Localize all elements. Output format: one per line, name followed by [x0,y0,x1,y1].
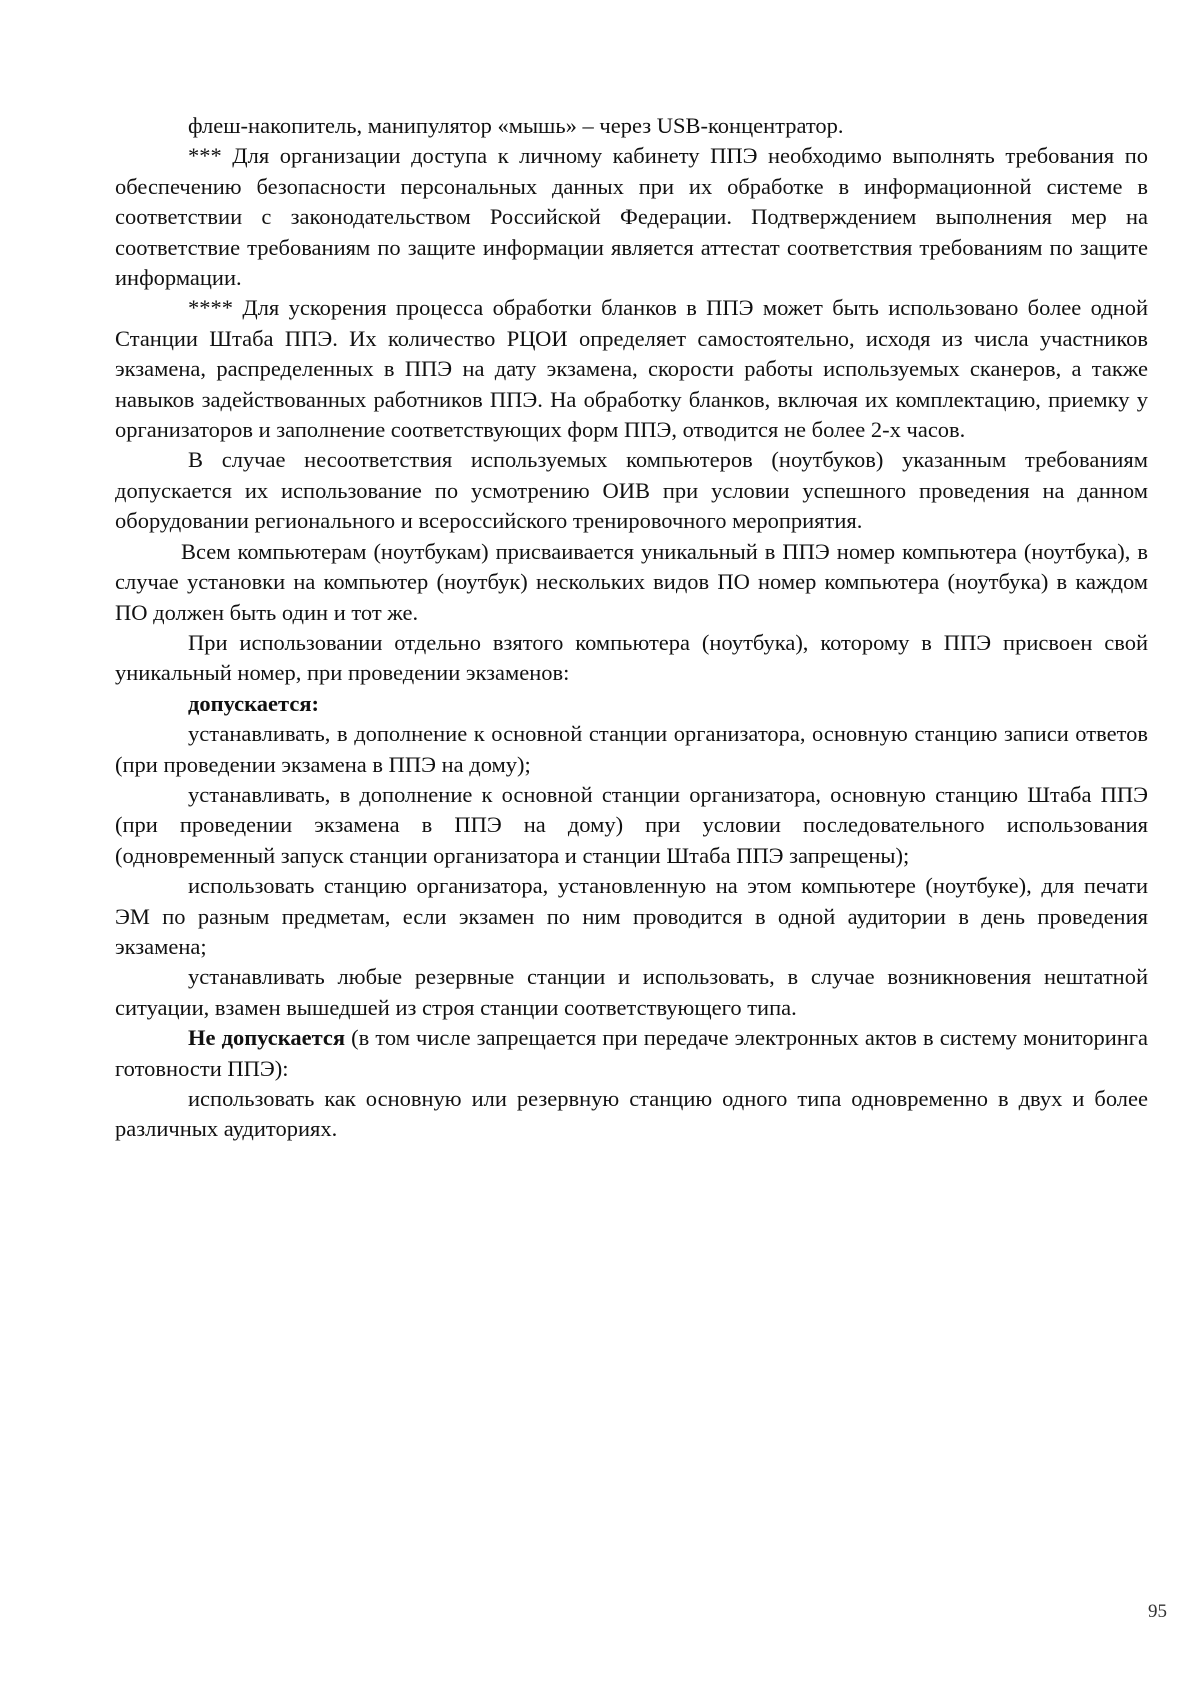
allowed-heading [115,689,1148,719]
allowed-item-hq-station: устанавливать, в дополнение к основной станции организатора, основную станцию Штаба ППЭ (при проведении экзамена в ППЭ на дому) при условии последовательного использования (одновременный запуск станции организатора и станции Штаба ППЭ запрещены); [115,781,1148,868]
allowed-item-printing-em: использовать станцию организатора, установленную на этом компьютере (ноутбуке), для печати ЭМ по разным предметам, если экзамен по ним проводится в одной аудитории в день проведения экзамена; [115,873,1148,959]
paragraph-hq-station-processing: **** Для ускорения процесса обработки бланков в ППЭ может быть использовано более одной Станции Штаба ППЭ. Их количество РЦОИ определяет самостоятельно, исходя из числа участников экзамена, распределенных в ППЭ на дату экзамена, скорости работы используемых сканеров, а также навыков задействованных работников ППЭ. На обработку бланков, включая их комплектацию, приемку у организаторов и заполнение соответствующих форм ППЭ, отводится не более 2-х часов. [115,295,1148,443]
allowed-item-reserve-stations: устанавливать любые резервные станции и использовать, в случае возникновения нештатной ситуации, взамен вышедшей из строя станции соответствующего типа. [115,964,1148,1020]
document-body [115,111,1148,1145]
paragraph-unique-computer-number: Всем компьютерам (ноутбукам) присваивается уникальный в ППЭ номер компьютера (ноутбука), в случае установки на компьютер (ноутбук) нескольких видов ПО номер компьютера (ноутбука) в каждом ПО должен быть один и тот же. [115,538,1148,625]
paragraph-usb-hub: флеш-накопитель, манипулятор «мышь» – через USB-концентратор. [188,113,844,138]
paragraph-personal-cabinet-security: *** Для организации доступа к личному кабинету ППЭ необходимо выполнять требования по обеспечению безопасности персональных данных при их обработке в информационной системе в соответствии с законодательством Российской Федерации. Подтверждением выполнения мер на соответствие требованиям по защите информации является аттестат соответствия требованиям по защите информации. [115,143,1148,291]
not-allowed-paragraph [115,1023,1148,1084]
page-number: 95 [1148,1601,1167,1622]
paragraph-separate-computer-usage: При использовании отдельно взятого компьютера (ноутбука), которому в ППЭ присвоен свой уникальный номер, при проведении экзаменов: [115,629,1148,686]
allowed-item-answer-recording-station: устанавливать, в дополнение к основной станции организатора, основную станцию записи ответов (при проведении экзамена в ППЭ на дому); [115,721,1148,777]
not-allowed-item-multiple-rooms: использовать как основную или резервную станцию одного типа одновременно в двух и более различных аудиториях. [115,1086,1148,1142]
allowed-heading-text: допускается: [188,690,319,716]
paragraph-nonconforming-computers: В случае несоответствия используемых компьютеров (ноутбуков) указанным требованиям допускается их использование по усмотрению ОИВ при условии успешного проведения на данном оборудовании регионального и всероссийского тренировочного мероприятия. [115,447,1148,534]
not-allowed-heading-text: Не допускается [188,1025,346,1051]
not-allowed-explanation: (в том числе запрещается при передаче электронных актов в систему мониторинга готовности ППЭ): [115,1025,1149,1081]
